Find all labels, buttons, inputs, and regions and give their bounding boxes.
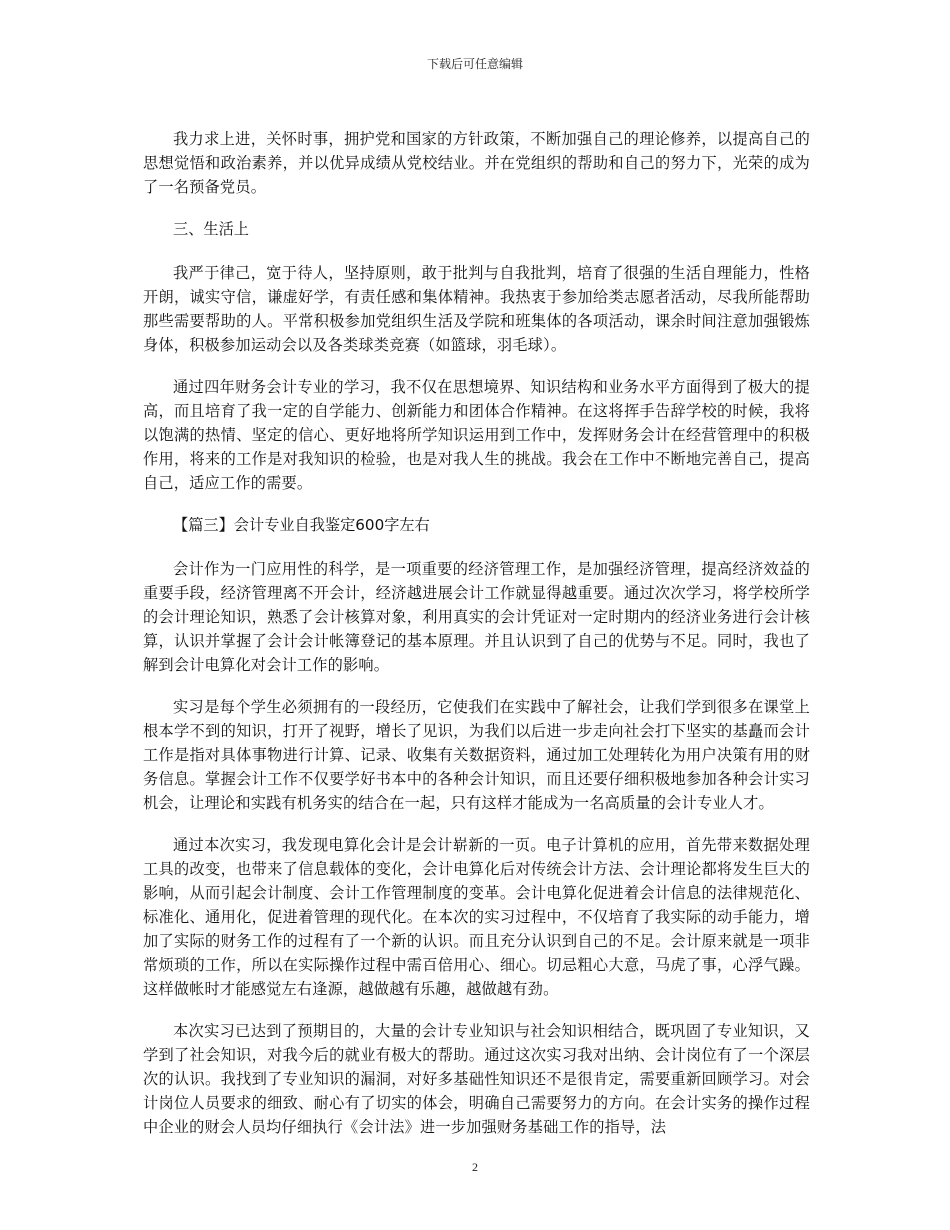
paragraph-accounting-intro: 会计作为一门应用性的科学，是一项重要的经济管理工作，是加强经济管理，提高经济效益的重要手段，经济管理离不开会计，经济越进展会计工作就显得越重要。通过次次学习，将学校所学的会计理论知识，熟悉了会计核算对象，利用真实的会计凭证对一定时期内的经济业务进行会计核算，认识并掌握了会计会计帐簿登记的基本原理。并且认识到了自己的优势与不足。同时，我也了解到会计电算化对会计工作的影响。	[143, 560, 810, 674]
section-heading-part3: 【篇三】会计专业自我鉴定600字左右	[173, 516, 430, 534]
paragraph-life: 我严于律己，宽于待人，坚持原则，敢于批判与自我批判，培育了很强的生活自理能力，性格开朗，诚实守信，谦虚好学，有责任感和集体精神。我热衷于参加给类志愿者活动，尽我所能帮助那些需要帮助的人。平常积极参加党组织生活及学院和班集体的各项活动，课余时间注意加强锻炼身体，积极参加运动会以及各类球类竞赛（如篮球，羽毛球）。	[143, 264, 810, 354]
paragraph-internship: 实习是每个学生必须拥有的一段经历，它使我们在实践中了解社会，让我们学到很多在课堂上根本学不到的知识，打开了视野，增长了见识，为我们以后进一步走向社会打下坚实的基矗而会计工作是指对具体事物进行计算、记录、收集有关数据资料，通过加工处理转化为用户决策有用的财务信息。掌握会计工作不仅要学好书本中的各种会计知识，而且还要仔细积极地参加各种会计实习机会，让理论和实践有机务实的结合在一起，只有这样才能成为一名高质量的会计专业人才。	[143, 698, 810, 812]
document-body	[143, 127, 810, 1157]
paragraph-computerized: 通过本次实习，我发现电算化会计是会计崭新的一页。电子计算机的应用，首先带来数据处理工具的改变，也带来了信息载体的变化，会计电算化后对传统会计方法、会计理论都将发生巨大的影响，从而引起会计制度、会计工作管理制度的变革。会计电算化促进着会计信息的法律规范化、标准化、通用化，促进着管理的现代化。在本次的实习过程中，不仅培育了我实际的动手能力，增加了实际的财务工作的过程有了一个新的认识。而且充分认识到自己的不足。会计原来就是一项非常烦琐的工作，所以在实际操作过程中需百倍用心、细心。切忌粗心大意，马虎了事，心浮气躁。这样做帐时才能感觉左右逢源，越做越有乐趣，越做越有劲。	[143, 836, 810, 998]
paragraph-conclusion: 本次实习已达到了预期目的，大量的会计专业知识与社会知识相结合，既巩固了专业知识，又学到了社会知识，对我今后的就业有极大的帮助。通过这次实习我对出纳、会计岗位有了一个深层次的认识。我找到了专业知识的漏洞，对好多基础性知识还不是很肯定，需要重新回顾学习。对会计岗位人员要求的细致、耐心有了切实的体会，明确自己需要努力的方向。在会计实务的操作过程中企业的财会人员均仔细执行《会计法》进一步加强财务基础工作的指导，法	[143, 1022, 810, 1136]
page-number: 2	[472, 1160, 478, 1174]
section-heading-life: 三、生活上	[173, 220, 249, 238]
paragraph-political: 我力求上进，关怀时事，拥护党和国家的方针政策，不断加强自己的理论修养，以提高自己的思想觉悟和政治素养，并以优异成绩从党校结业。并在党组织的帮助和自己的努力下，光荣的成为了一名预备党员。	[143, 130, 810, 196]
page-header: 下载后可任意编辑	[426, 57, 523, 71]
paragraph-summary: 通过四年财务会计专业的学习，我不仅在思想境界、知识结构和业务水平方面得到了极大的提高，而且培育了我一定的自学能力、创新能力和团体合作精神。在这将挥手告辞学校的时候，我将以饱满的热情、坚定的信心、更好地将所学知识运用到工作中，发挥财务会计在经营管理中的积极作用，将来的工作是对我知识的检验，也是对我人生的挑战。我会在工作中不断地完善自己，提高自己，适应工作的需要。	[143, 378, 810, 492]
